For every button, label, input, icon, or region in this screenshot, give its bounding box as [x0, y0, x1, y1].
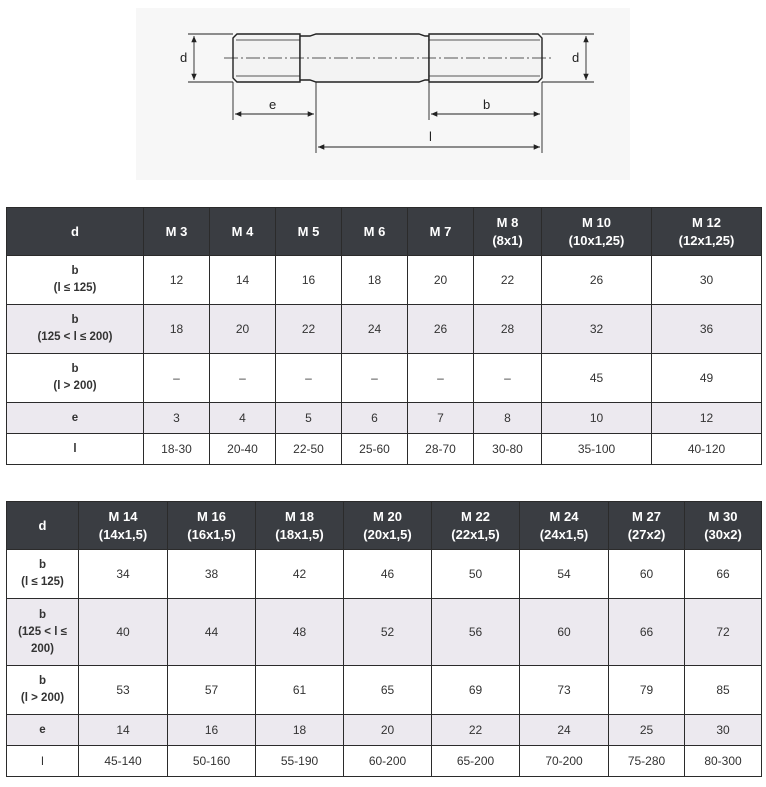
table-cell: 50 [432, 550, 520, 599]
table-cell: 22 [474, 256, 542, 305]
row-label: b (l ≤ 125) [7, 256, 144, 305]
column-header: M 16 (16x1,5) [168, 502, 256, 550]
table-cell: 66 [685, 550, 762, 599]
table-row [7, 354, 762, 403]
column-header: M 18 (18x1,5) [256, 502, 344, 550]
row-label: e [7, 403, 144, 434]
label-d-right: d [572, 50, 580, 65]
header-corner: d [7, 502, 79, 550]
row-label: b (125 < l ≤ 200) [7, 599, 79, 666]
stud-bolt-drawing [136, 8, 630, 180]
table-cell: 18 [342, 256, 408, 305]
table-cell: 10 [542, 403, 652, 434]
table-cell: 5 [276, 403, 342, 434]
row-label: b (l > 200) [7, 354, 144, 403]
left-thread [233, 34, 300, 82]
row-label: l [7, 434, 144, 465]
table-row [7, 256, 762, 305]
label-e: e [269, 97, 277, 112]
column-header: M 14 (14x1,5) [79, 502, 168, 550]
table-cell: 20 [344, 715, 432, 746]
column-header: M 12 (12x1,25) [652, 208, 762, 256]
row-label: e [7, 715, 79, 746]
label-d-left: d [180, 50, 188, 65]
table-cell: 4 [210, 403, 276, 434]
row-label: b (125 < l ≤ 200) [7, 305, 144, 354]
table-row [7, 666, 762, 715]
table-cell: 44 [168, 599, 256, 666]
table-cell: 60 [609, 550, 685, 599]
table-cell: 20 [408, 256, 474, 305]
column-header: M 24 (24x1,5) [520, 502, 609, 550]
header-corner: d [7, 208, 144, 256]
table-cell: 14 [210, 256, 276, 305]
table-cell: 26 [408, 305, 474, 354]
table-cell: 35-100 [542, 434, 652, 465]
table-cell: 46 [344, 550, 432, 599]
table-cell: – [342, 354, 408, 403]
column-header: M 4 [210, 208, 276, 256]
table-cell: 18 [144, 305, 210, 354]
table-cell: 48 [256, 599, 344, 666]
table-cell: 85 [685, 666, 762, 715]
table-cell: 72 [685, 599, 762, 666]
table-cell: 56 [432, 599, 520, 666]
table-cell: 24 [520, 715, 609, 746]
table-cell: – [210, 354, 276, 403]
column-header: M 10 (10x1,25) [542, 208, 652, 256]
table-row [7, 715, 762, 746]
column-header: M 22 (22x1,5) [432, 502, 520, 550]
table-row [7, 599, 762, 666]
table-cell: 30-80 [474, 434, 542, 465]
table-cell: 66 [609, 599, 685, 666]
table-cell: 60 [520, 599, 609, 666]
table-cell: 28-70 [408, 434, 474, 465]
table-cell: 54 [520, 550, 609, 599]
table-cell: 42 [256, 550, 344, 599]
table-cell: 14 [79, 715, 168, 746]
label-b: b [483, 97, 491, 112]
table-row [7, 746, 762, 777]
table-cell: 22 [432, 715, 520, 746]
table-row [7, 434, 762, 465]
table-cell: 32 [542, 305, 652, 354]
table-cell: 75-280 [609, 746, 685, 777]
table-cell: – [144, 354, 210, 403]
table-cell: 60-200 [344, 746, 432, 777]
spec-table-2 [6, 501, 762, 777]
table-cell: 8 [474, 403, 542, 434]
table-cell: 49 [652, 354, 762, 403]
column-header: M 27 (27x2) [609, 502, 685, 550]
table-cell: 57 [168, 666, 256, 715]
table-cell: 26 [542, 256, 652, 305]
row-label: b (l > 200) [7, 666, 79, 715]
table-cell: 30 [685, 715, 762, 746]
table-cell: 79 [609, 666, 685, 715]
table-cell: 18 [256, 715, 344, 746]
table-cell: 52 [344, 599, 432, 666]
table-cell: 3 [144, 403, 210, 434]
table-row [7, 403, 762, 434]
table-cell: 7 [408, 403, 474, 434]
column-header: M 5 [276, 208, 342, 256]
row-label: b (l ≤ 125) [7, 550, 79, 599]
table-cell: 12 [652, 403, 762, 434]
table-cell: 16 [168, 715, 256, 746]
table-cell: 53 [79, 666, 168, 715]
table-cell: – [408, 354, 474, 403]
label-l: l [429, 129, 432, 144]
table-cell: 28 [474, 305, 542, 354]
table-cell: 18-30 [144, 434, 210, 465]
table-cell: 30 [652, 256, 762, 305]
table-cell: 70-200 [520, 746, 609, 777]
column-header: M 8 (8x1) [474, 208, 542, 256]
table-cell: 80-300 [685, 746, 762, 777]
column-header: M 3 [144, 208, 210, 256]
table-row [7, 305, 762, 354]
table-cell: 45-140 [79, 746, 168, 777]
table-cell: 55-190 [256, 746, 344, 777]
spec-table-1 [6, 207, 762, 465]
table-cell: 20 [210, 305, 276, 354]
table-cell: 25-60 [342, 434, 408, 465]
table-row [7, 550, 762, 599]
table-cell: 61 [256, 666, 344, 715]
table-cell: 6 [342, 403, 408, 434]
table-cell: 22-50 [276, 434, 342, 465]
table-cell: 22 [276, 305, 342, 354]
column-header: M 20 (20x1,5) [344, 502, 432, 550]
table-cell: 73 [520, 666, 609, 715]
table-cell: 40-120 [652, 434, 762, 465]
table-cell: – [276, 354, 342, 403]
table-cell: 38 [168, 550, 256, 599]
table-cell: 36 [652, 305, 762, 354]
table-cell: 65-200 [432, 746, 520, 777]
table-cell: 65 [344, 666, 432, 715]
table-cell: 34 [79, 550, 168, 599]
table-cell: 69 [432, 666, 520, 715]
column-header: M 6 [342, 208, 408, 256]
table-cell: 45 [542, 354, 652, 403]
row-label: l [7, 746, 79, 777]
table-cell: 24 [342, 305, 408, 354]
table-cell: 25 [609, 715, 685, 746]
table-cell: 40 [79, 599, 168, 666]
table-cell: 50-160 [168, 746, 256, 777]
column-header: M 7 [408, 208, 474, 256]
column-header: M 30 (30x2) [685, 502, 762, 550]
table-cell: – [474, 354, 542, 403]
table-cell: 16 [276, 256, 342, 305]
table-cell: 12 [144, 256, 210, 305]
table-cell: 20-40 [210, 434, 276, 465]
